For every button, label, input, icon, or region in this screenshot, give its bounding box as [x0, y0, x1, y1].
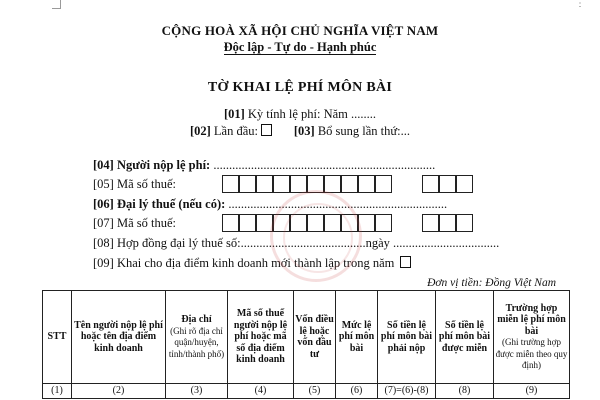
country-name: CỘNG HOÀ XÃ HỘI CHỦ NGHĨA VIỆT NAM [161, 23, 439, 38]
form-title: TỜ KHAI LỆ PHÍ MÔN BÀI [207, 80, 393, 95]
col-number: (7)=(6)-(8) [378, 384, 436, 399]
currency-unit-note: Đơn vị tiền: Đồng Việt Nam [427, 277, 556, 289]
col-number: (5) [294, 384, 336, 399]
col-number: (9) [494, 384, 570, 399]
field-01: [01] Kỳ tính lệ phí: Năm ........ [223, 107, 377, 121]
first-time-checkbox[interactable] [261, 124, 272, 136]
field-04: [04] Người nộp lệ phí: ....................................................................... [93, 158, 436, 172]
field-02-03: [02] Lần đầu: [03] Bổ sung lần thứ:... [189, 124, 411, 138]
col-header: Số tiền lệ phí môn bài được miễn [436, 291, 494, 384]
field-06: [06] Đại lý thuế (nếu có): ...................................................................... [93, 197, 448, 211]
field-07-label: [07] Mã số thuế: [93, 216, 176, 230]
col-header: Mã số thuế người nộp lệ phí hoặc mã số địa điểm kinh doanh [228, 291, 294, 384]
field-09: [09] Khai cho địa điểm kinh doanh mới thành lập trong năm [93, 256, 411, 271]
page-corner-mark [52, 0, 61, 9]
col-number: (1) [43, 384, 72, 399]
fee-table [42, 290, 570, 399]
new-location-checkbox[interactable] [400, 256, 411, 268]
col-number: (8) [436, 384, 494, 399]
motto: Độc lập - Tự do - Hạnh phúc [223, 40, 377, 54]
field-08: [08] Hợp đồng đại lý thuế số:........................................ngày .................................. [93, 236, 500, 250]
col-number: (2) [72, 384, 166, 399]
col-header: STT [43, 291, 72, 384]
column-number-row [43, 384, 570, 399]
col-header: Tên người nộp lệ phí hoặc tên địa điểm kinh doanh [72, 291, 166, 384]
field-05-label: [05] Mã số thuế: [93, 177, 176, 191]
col-number: (6) [336, 384, 378, 399]
col-header: Địa chỉ (Ghi rõ địa chỉ quận/huyện, tỉnh/thành phố) [166, 291, 228, 384]
margin-mark: ⋮ [575, 0, 585, 9]
col-header: Mức lệ phí môn bài [336, 291, 378, 384]
col-header: Trường hợp miễn lệ phí môn bài (Ghi trường hợp được miễn theo quy định) [494, 291, 570, 384]
watermark-seal [270, 190, 362, 282]
col-header: Số tiền lệ phí môn bài phải nộp [378, 291, 436, 384]
col-header: Vốn điều lệ hoặc vốn đầu tư [294, 291, 336, 384]
col-number: (3) [166, 384, 228, 399]
table-header-row [43, 291, 570, 384]
col-number: (4) [228, 384, 294, 399]
